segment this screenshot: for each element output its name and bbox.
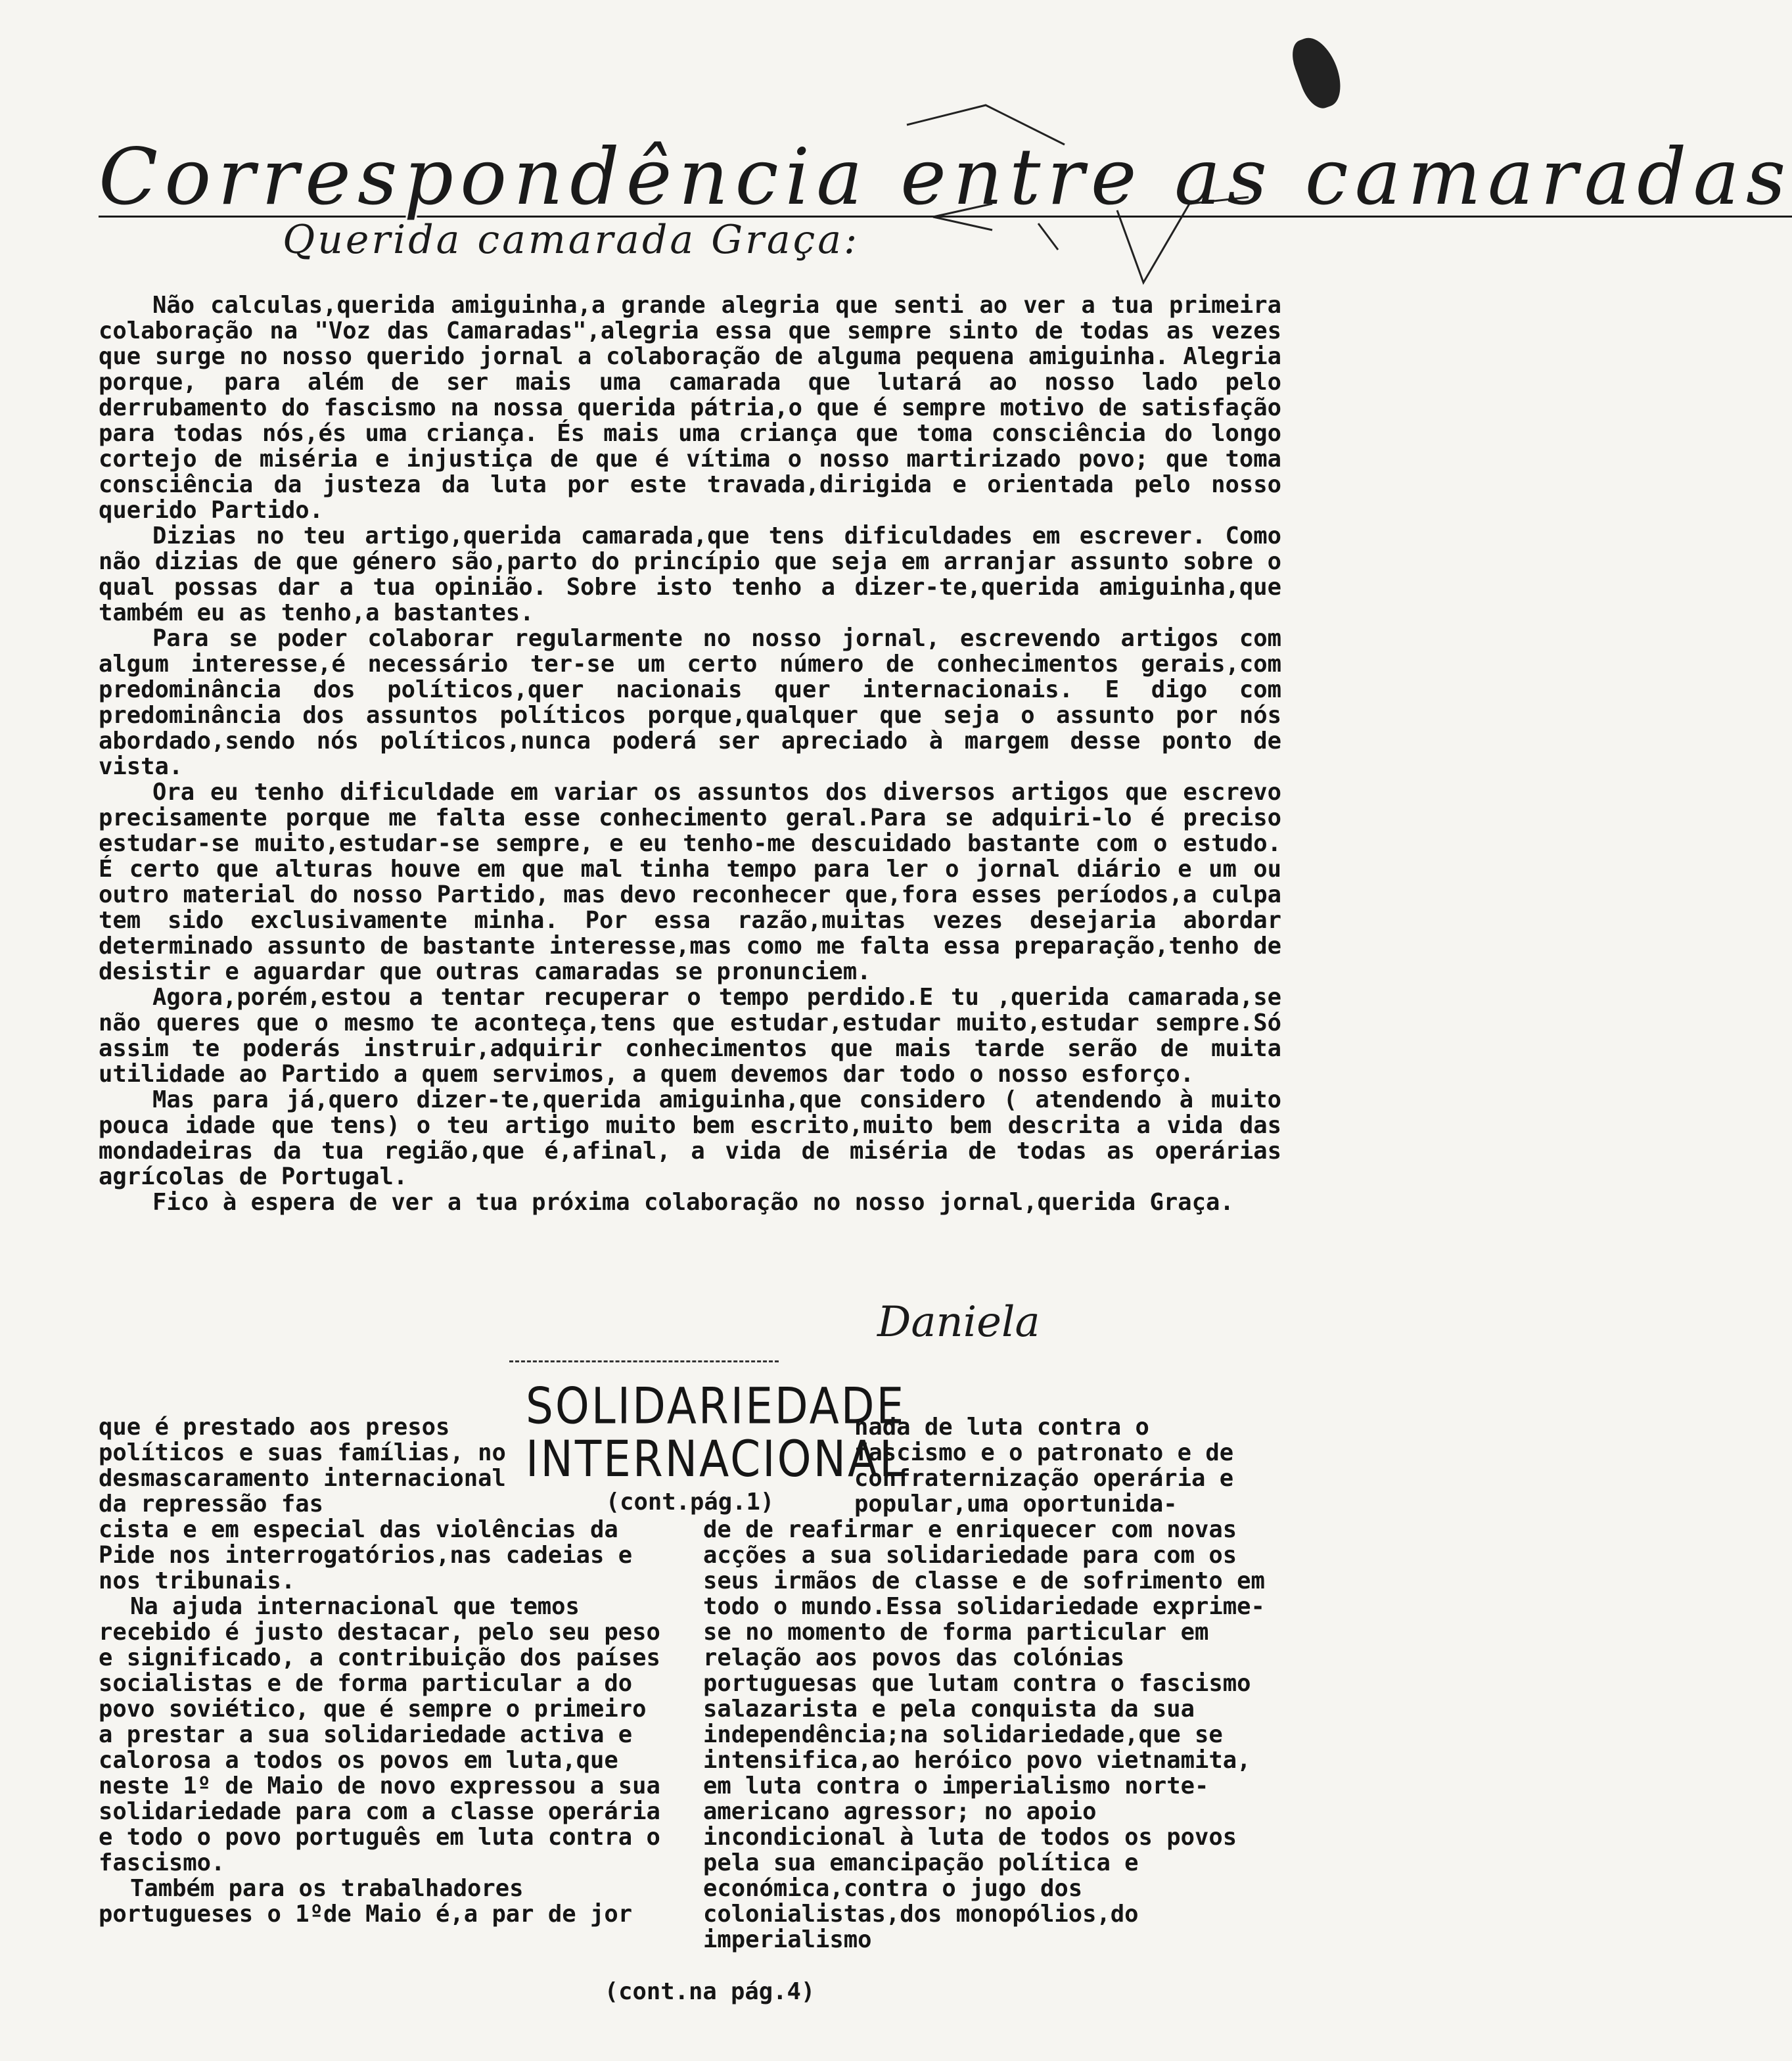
section-divider <box>509 1360 779 1362</box>
ink-blot <box>1287 32 1348 113</box>
article-paragraph: que é prestado aos presos políticos e suas famílias, no desmascaramento internacional da repressão fas <box>99 1414 506 1517</box>
article-paragraph: Na ajuda internacional que temos recebido é justo destacar, pelo seu peso e significado, a contribuição dos países socialistas e de forma particular a do povo soviético, que é sempre o primeiro a prestar a sua solidariedade activa e calorosa a todos os povos em luta,que neste 1º de Maio de novo expressou a sua solidariedade para com a classe operária e todo o povo português em luta contra o fascismo. <box>99 1593 660 1876</box>
article-column-left <box>99 1414 670 1927</box>
handwritten-greeting: Querida camarada Graça: <box>283 217 860 263</box>
handwritten-signature: Daniela <box>877 1298 1040 1347</box>
letter-paragraph: Dizias no teu artigo,querida camarada,que tens dificuldades em escrever. Como não dizias de que género são,parto do princípio que seja em arranjar assunto sobre o qual possas dar a tua opinião. Sobre isto tenho a dizer-te,querida amiguinha,que também eu as tenho,a bastantes. <box>99 522 1281 626</box>
article-title-line: SOLIDARIEDADE <box>526 1377 906 1435</box>
letter-paragraph: Mas para já,quero dizer-te,querida amiguinha,que considero ( atendendo à muito pouca idade que tens) o teu artigo muito bem escrito,muito bem descrita a vida das mondadeiras da tua região,que é,afinal, a vida de miséria de todas as operárias agrícolas de Portugal. <box>99 1086 1281 1190</box>
article-paragraph: nada de luta contra o fascismo e o patronato e de confraternização operária e popular,uma oportunida- <box>854 1414 1234 1517</box>
continued-on-note: (cont.na pág.4) <box>604 1978 816 2005</box>
letter-paragraph: Fico à espera de ver a tua próxima colaboração no nosso jornal,querida Graça. <box>152 1189 1234 1216</box>
letter-body <box>99 292 1281 1215</box>
article-paragraph: Também para os trabalhadores portugueses o 1ºde Maio é,a par de jor <box>99 1875 633 1928</box>
letter-paragraph: Não calculas,querida amiguinha,a grande alegria que senti ao ver a tua primeira colaboração na "Voz das Camaradas",alegria essa que sempre sinto de todas as vezes que surge no nosso querido jornal a colaboração de alguma pequena amiguinha. Alegria porque, para além de ser mais uma camarada que lutará ao nosso lado pelo derrubamento do fascismo na nossa querida pátria,o que é sempre motivo de satisfação para todas nós,és uma criança. És mais uma criança que toma consciência do longo cortejo de miséria e injustiça de que é vítima o nosso martirizado povo; que toma consciência da justeza da luta por este travada,dirigida e orientada pelo nosso querido Partido. <box>99 292 1281 524</box>
letter-paragraph: Ora eu tenho dificuldade em variar os assuntos dos diversos artigos que escrevo precisamente porque me falta esse conhecimento geral.Para se adquiri-lo é preciso estudar-se muito,estudar-se sempre, e eu tenho-me descuidado bastante com o estudo. É certo que alturas houve em que mal tinha tempo para ler o jornal diário e um ou outro material do nosso Partido, mas devo reconhecer que,fora esses períodos,a culpa tem sido exclusivamente minha. Por essa razão,muitas vezes desejaria abordar determinado assunto de bastante interesse,mas como me falta essa preparação,tenho de desistir e aguardar que outras camaradas se pronunciem. <box>99 779 1281 985</box>
letter-paragraph: Para se poder colaborar regularmente no nosso jornal, escrevendo artigos com algum interesse,é necessário ter-se um certo número de conhecimentos gerais,com predominância dos políticos,quer nacionais quer internacionais. E digo com predominância dos assuntos políticos porque,qualquer que seja o assunto por nós abordado,sendo nós políticos,nunca poderá ser apreciado à margem desse ponto de vista. <box>99 625 1281 780</box>
continued-from-note: (cont.pág.1) <box>605 1489 775 1516</box>
handwritten-masthead: Correspondência entre as camaradas <box>99 131 1792 222</box>
article-column-right <box>703 1414 1275 1953</box>
letter-paragraph: Agora,porém,estou a tentar recuperar o tempo perdido.E tu ,querida camarada,se não queres que o mesmo te aconteça,tens que estudar,estudar muito,estudar sempre.Só assim te poderás instruir,adquirir conhecimentos que mais tarde serão de muita utilidade ao Partido a quem servimos, a quem devemos dar todo o nosso esforço. <box>99 984 1281 1088</box>
article-paragraph: de de reafirmar e enriquecer com novas acções a sua solidariedade para com os seus irmãos de classe e de sofrimento em todo o mundo.Essa solidariedade exprime-se no momento de forma particular em relação aos povos das colónias portuguesas que lutam contra o fascismo salazarista e pela conquista da sua independência;na solidariedade,que se intensifica,ao heróico povo vietnamita, em luta contra o imperialismo norte-americano agressor; no apoio incondicional à luta de todos os povos pela sua emancipação política e económica,contra o jugo dos colonialistas,dos monopólios,do imperialismo <box>703 1516 1265 1953</box>
article-paragraph: cista e em especial das violências da Pide nos interrogatórios,nas cadeias e nos tribunais. <box>99 1516 633 1594</box>
article-title-line: INTERNACIONAL <box>526 1429 906 1489</box>
